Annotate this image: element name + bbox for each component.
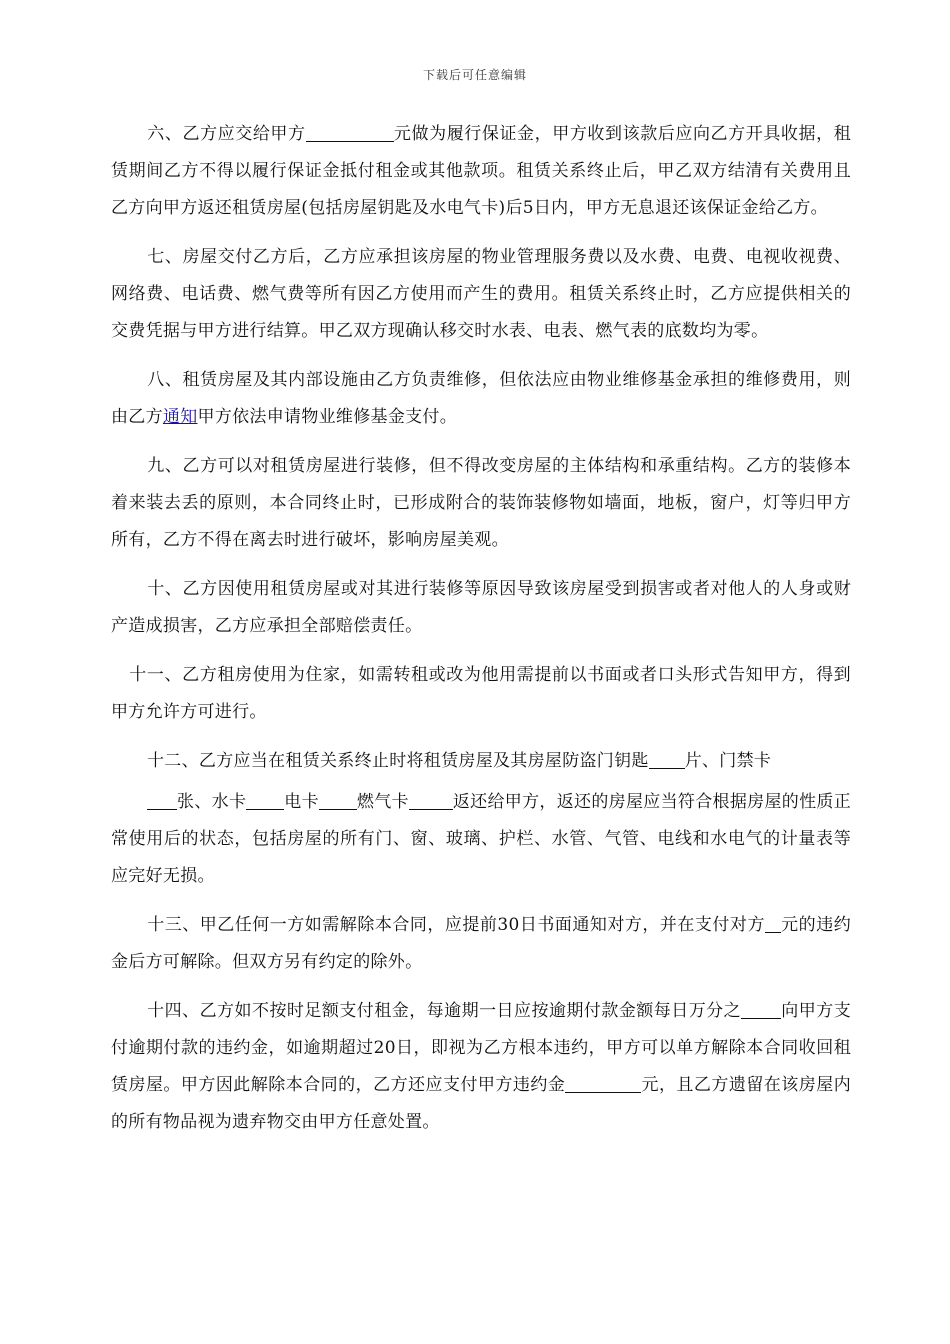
clause-6-text-b: 元做为履行保证金，甲方收到该款后应向乙方开具收据，租赁期间乙方不得以履行保证金抵付租金或其他款项。租赁关系终止后，甲乙双方结清有关费用且乙方向甲方返还租赁房屋(包括房屋钥匙及水电气卡)后5日内，甲方无息退还该保证金给乙方。: [111, 124, 851, 218]
clause-8-text-a: 八、租赁房屋及其内部设施由乙方负责维修，但依法应由物业维修基金承担的维修费用，则由乙方: [111, 370, 851, 427]
access-card-count-blank[interactable]: [147, 791, 177, 810]
clause-13-text-a: 十三、甲乙任何一方如需解除本合同，应提前30日书面通知对方，并在支付对方: [147, 915, 765, 935]
document-body: [111, 116, 851, 1153]
water-card-count-blank[interactable]: [246, 791, 284, 810]
clause-7: [111, 239, 851, 350]
clause-6-text-a: 六、乙方应交给甲方: [147, 124, 306, 144]
clause-7-text: 七、房屋交付乙方后，乙方应承担该房屋的物业管理服务费以及水费、电费、电视收视费、网络费、电话费、燃气费等所有因乙方使用而产生的费用。租赁关系终止时，乙方应提供相关的交费凭据与甲方进行结算。甲乙双方现确认移交时水表、电表、燃气表的底数均为零。: [111, 247, 851, 341]
clause-12-text-f: 返还给甲方，返还的房屋应当符合根据房屋的性质正常使用后的状态，包括房屋的所有门、窗、玻璃、护栏、水管、气管、电线和水电气的计量表等应完好无损。: [111, 792, 852, 886]
clause-10-text: 十、乙方因使用租赁房屋或对其进行装修等原因导致该房屋受到损害或者对他人的人身或财产造成损害，乙方应承担全部赔偿责任。: [111, 579, 851, 636]
clause-12-text-a: 十二、乙方应当在租赁关系终止时将租赁房屋及其房屋防盗门钥匙: [147, 751, 649, 771]
clause-14-text-a: 十四、乙方如不按时足额支付租金，每逾期一日应按逾期付款金额每日万分之: [147, 1001, 742, 1021]
deposit-amount-blank[interactable]: [306, 123, 394, 142]
door-key-count-blank[interactable]: [649, 750, 685, 769]
clause-12-continued: [111, 784, 851, 895]
page-header: 下载后可任意编辑: [422, 68, 527, 82]
clause-11: [111, 657, 851, 731]
clause-14-text-c: 元，且乙方遗留在该房屋内的所有物品视为遗弃物交由甲方任意处置。: [111, 1075, 851, 1132]
clause-14-text-b: 向甲方支付逾期付款的违约金，如逾期超过20日，即视为乙方根本违约，甲方可以单方解除本合同收回租赁房屋。甲方因此解除本合同的，乙方还应支付甲方违约金: [111, 1001, 852, 1095]
clause-8-text-b: 甲方依法申请物业维修基金支付。: [197, 407, 458, 427]
clause-10: [111, 571, 851, 645]
clause-13: [111, 907, 851, 981]
clause-12-text-c: 张、水卡: [177, 792, 247, 812]
clause-9: [111, 448, 851, 559]
clause-12-text-b: 片、门禁卡: [684, 751, 772, 771]
breach-amount-blank[interactable]: [565, 1074, 641, 1093]
daily-rate-blank[interactable]: [741, 1000, 781, 1019]
penalty-amount-blank[interactable]: [765, 914, 781, 933]
clause-12-text-d: 电卡: [284, 792, 319, 812]
clause-11-text: 十一、乙方租房使用为住家，如需转租或改为他用需提前以书面或者口头形式告知甲方，得到甲方允许方可进行。: [111, 665, 851, 722]
clause-12-first-line: [111, 743, 851, 780]
clause-8: [111, 362, 851, 436]
clause-9-text: 九、乙方可以对租赁房屋进行装修，但不得改变房屋的主体结构和承重结构。乙方的装修本着来装去丢的原则，本合同终止时，已形成附合的装饰装修物如墙面，地板，窗户，灯等归甲方所有，乙方不得在离去时进行破坏，影响房屋美观。: [111, 456, 851, 550]
clause-12-text-e: 燃气卡: [356, 792, 409, 812]
gas-card-count-blank[interactable]: [409, 791, 453, 810]
electric-card-count-blank[interactable]: [319, 791, 357, 810]
notify-link[interactable]: 通知: [162, 407, 198, 427]
clause-13-text-b: 元的违约金后方可解除。但双方另有约定的除外。: [111, 915, 852, 972]
clause-6: [111, 116, 851, 227]
clause-14: [111, 993, 851, 1141]
